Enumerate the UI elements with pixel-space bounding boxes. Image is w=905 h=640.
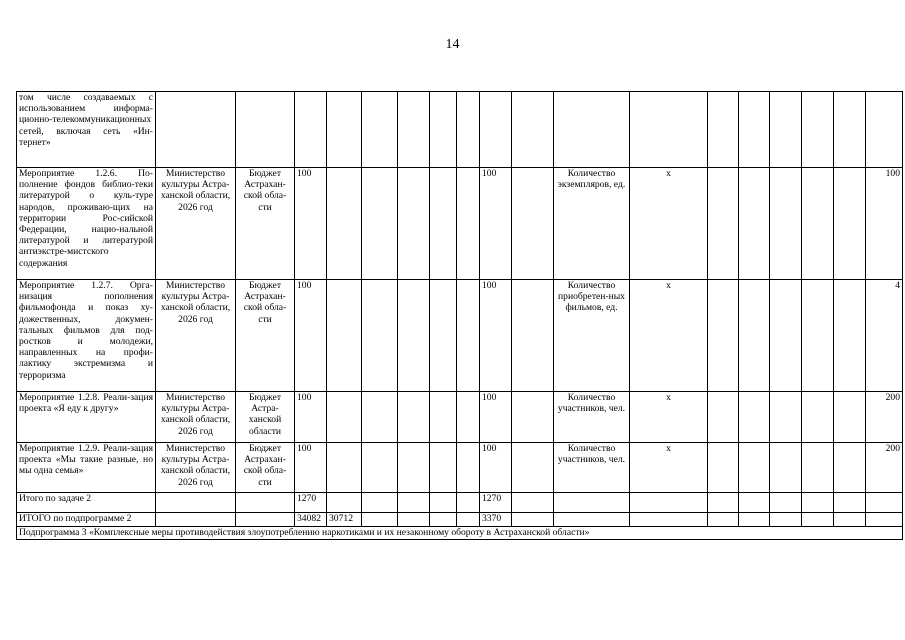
target-value: 200 [866, 392, 903, 443]
program-table [16, 91, 903, 540]
activity-description: Мероприятие 1.2.7. Орга-низация пополнения фильмофонда и показ ху-дожественных, докумен-тальных фильмов для под-ростков и молодежи, направленных на профи-лактику экстремизма и терроризма [17, 280, 156, 392]
total-amount: 100 [295, 443, 327, 493]
total-amount: 100 [295, 280, 327, 392]
funding-source: Бюджет Астрахан-ской обла-сти [236, 168, 295, 280]
subprogram2-amount-2026: 3370 [480, 513, 512, 527]
activity-description: Мероприятие 1.2.8. Реали-зация проекта «Я еду к другу» [17, 392, 156, 443]
table-row [17, 392, 903, 443]
executor: Министерство культуры Астра-ханской области, 2026 год [156, 443, 236, 493]
table-row [17, 493, 903, 513]
funding-source: Бюджет Астрахан-ской обла-сти [236, 280, 295, 392]
activity-description: том числе создаваемых с использованием информа-ционно-телекоммуникационных сетей, включая сеть «Ин-тернет» [17, 92, 156, 168]
executor: Министерство культуры Астра-ханской области, 2026 год [156, 168, 236, 280]
table-row [17, 168, 903, 280]
total-amount: 100 [295, 168, 327, 280]
subprogram2-total-label: ИТОГО по подпрограмме 2 [17, 513, 156, 527]
target-value: 100 [866, 168, 903, 280]
subprogram2-amount-col1: 30712 [327, 513, 362, 527]
mark: х [630, 280, 708, 392]
target-value: 200 [866, 443, 903, 493]
indicator: Количество участников, чел. [554, 392, 630, 443]
total-amount: 100 [295, 392, 327, 443]
mark: х [630, 168, 708, 280]
indicator: Количество участников, чел. [554, 443, 630, 493]
mark: х [630, 392, 708, 443]
table-row [17, 527, 903, 540]
funding-source: Бюджет Астра-ханской области [236, 392, 295, 443]
activity-description: Мероприятие 1.2.9. Реали-зация проекта «Мы такие разные, но мы одна семья» [17, 443, 156, 493]
activity-description: Мероприятие 1.2.6. По-полнение фондов библио-теки литературой о куль-туре народов, проживаю-щих на территории Рос-сийской Федерации, нацио-нальной литературой и литературой антиэкстре-мистского содержания [17, 168, 156, 280]
amount-2026: 100 [480, 443, 512, 493]
mark: х [630, 443, 708, 493]
table-row [17, 280, 903, 392]
task2-total-amount: 1270 [295, 493, 327, 513]
amount-2026: 100 [480, 280, 512, 392]
indicator: Количество приобретен-ных фильмов, ед. [554, 280, 630, 392]
funding-source: Бюджет Астрахан-ской обла-сти [236, 443, 295, 493]
page-number: 14 [445, 37, 460, 52]
task2-total-label: Итого по задаче 2 [17, 493, 156, 513]
subprogram2-total-amount: 34082 [295, 513, 327, 527]
target-value: 4 [866, 280, 903, 392]
amount-2026: 100 [480, 392, 512, 443]
subprogram3-heading: Подпрограмма 3 «Комплексные меры противодействия злоупотреблению наркотиками и их незаконному обороту в Астраханской области» [17, 527, 903, 540]
amount-2026: 100 [480, 168, 512, 280]
executor: Министерство культуры Астра-ханской области, 2026 год [156, 280, 236, 392]
table-row [17, 92, 903, 168]
indicator: Количество экземпляров, ед. [554, 168, 630, 280]
executor: Министерство культуры Астра-ханской области, 2026 год [156, 392, 236, 443]
table-row [17, 513, 903, 527]
task2-amount-2026: 1270 [480, 493, 512, 513]
table-row [17, 443, 903, 493]
